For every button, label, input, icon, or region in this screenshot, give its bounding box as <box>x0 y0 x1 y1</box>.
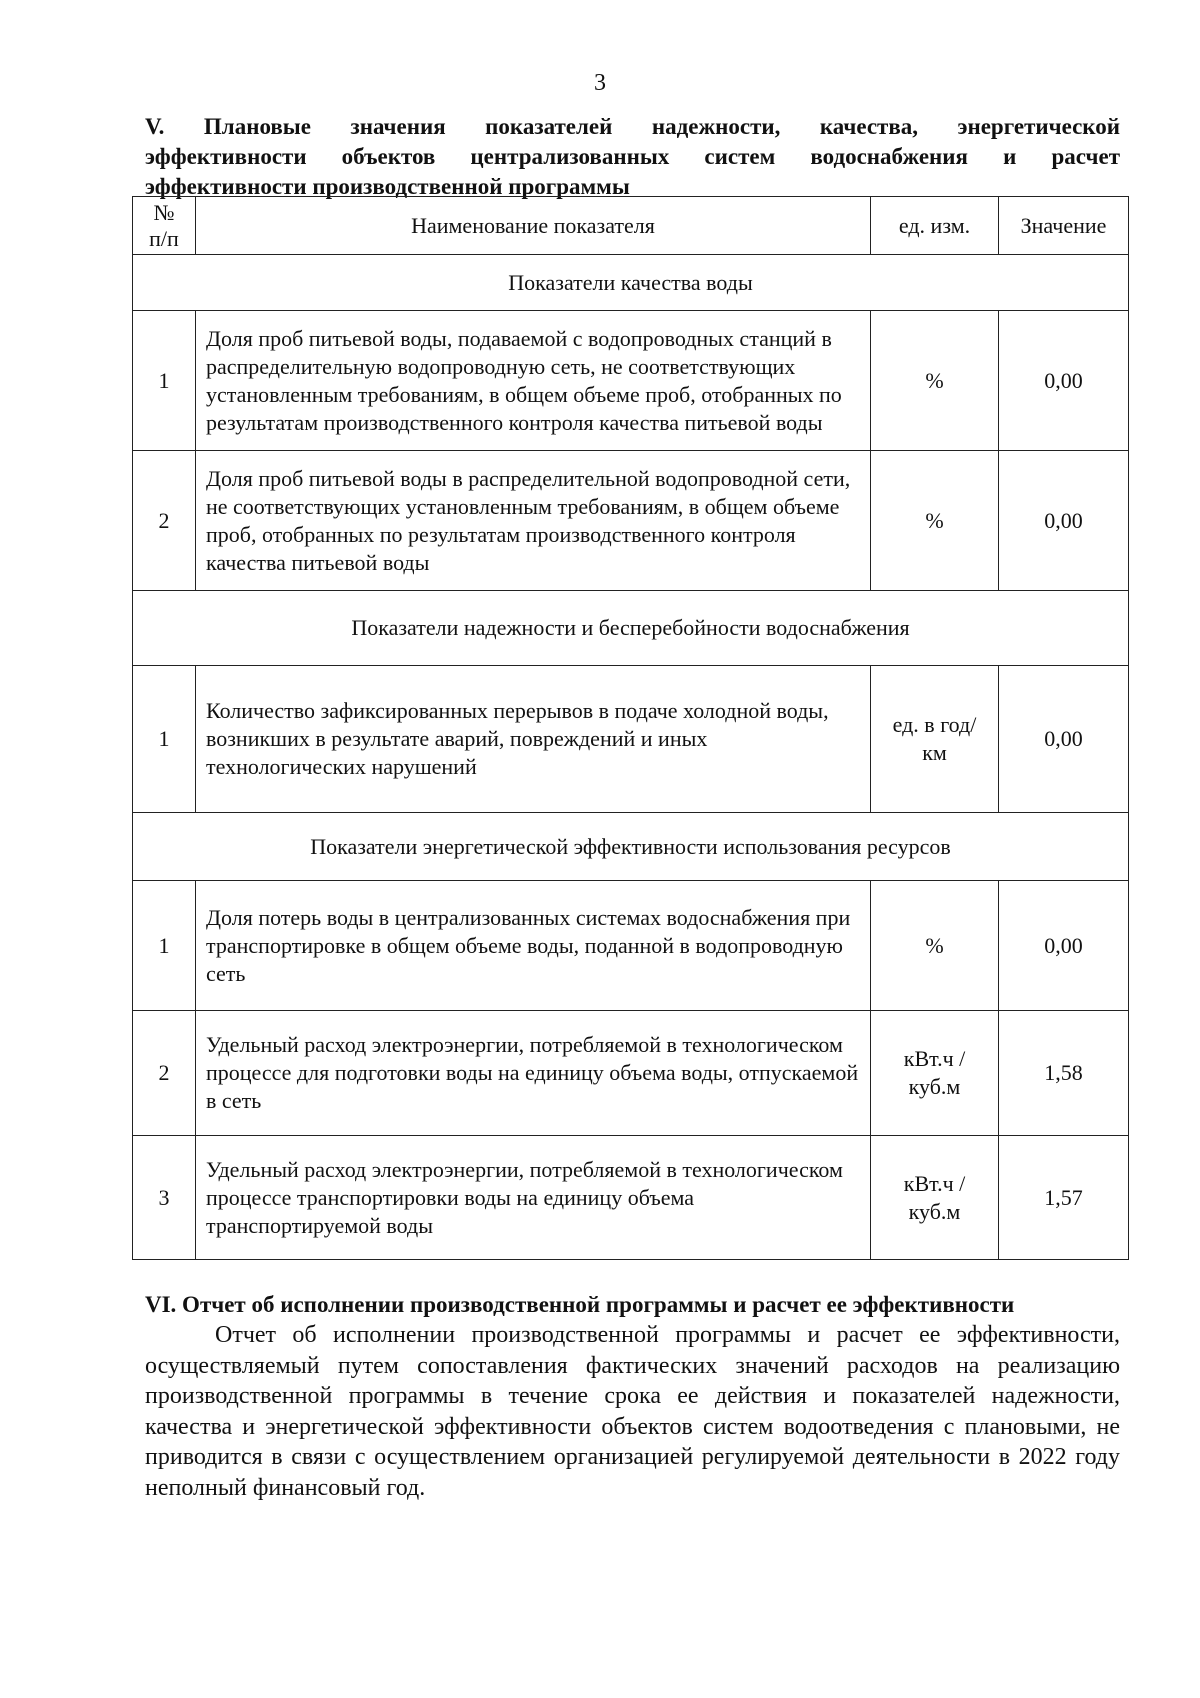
section-5-title-line: эффективности производственной программы <box>145 174 630 199</box>
header-value: Значение <box>999 197 1129 255</box>
table-header-row <box>133 197 1129 255</box>
group-title: Показатели надежности и бесперебойности водоснабжения <box>133 591 1129 666</box>
group-title: Показатели энергетической эффективности использования ресурсов <box>133 813 1129 881</box>
row-value: 1,58 <box>999 1011 1129 1136</box>
row-num: 1 <box>133 311 196 451</box>
row-num: 2 <box>133 1011 196 1136</box>
row-value: 1,57 <box>999 1136 1129 1260</box>
row-unit-line2: куб.м <box>908 1198 961 1224</box>
row-num: 3 <box>133 1136 196 1260</box>
table-row <box>133 1136 1129 1260</box>
row-unit-line1: кВт.ч / <box>903 1170 966 1196</box>
row-num: 1 <box>133 881 196 1011</box>
row-unit <box>871 1011 999 1136</box>
row-num: 2 <box>133 451 196 591</box>
row-name: Доля потерь воды в централизованных системах водоснабжения при транспортировке в общем объеме воды, поданной в водопроводную сеть <box>196 881 871 1011</box>
group-row-reliability <box>133 591 1129 666</box>
group-row-quality <box>133 255 1129 311</box>
row-name: Доля проб питьевой воды в распределительной водопроводной сети, не соответствующих установленным требованиям, в общем объеме проб, отобранных по результатам производственного контроля качества питьевой воды <box>196 451 871 591</box>
section-5-title-line: эффективности объектов централизованных систем водоснабжения и расчет <box>145 144 1120 169</box>
row-unit-line2: км <box>922 740 947 765</box>
row-unit-line1: ед. в год/ <box>892 712 977 737</box>
row-unit <box>871 666 999 813</box>
indicators-table <box>132 196 1129 1260</box>
row-name: Количество зафиксированных перерывов в подаче холодной воды, возникших в результате аварий, повреждений и иных технологических нарушений <box>196 666 871 813</box>
header-unit: ед. изм. <box>871 197 999 255</box>
row-name: Удельный расход электроэнергии, потребляемой в технологическом процессе транспортировки воды на единицу объема транспортируемой воды <box>196 1136 871 1260</box>
row-unit: % <box>871 311 999 451</box>
row-unit <box>871 1136 999 1260</box>
row-value: 0,00 <box>999 451 1129 591</box>
row-value: 0,00 <box>999 311 1129 451</box>
table-row <box>133 1011 1129 1136</box>
row-value: 0,00 <box>999 666 1129 813</box>
header-num <box>133 197 196 255</box>
header-num-line2: п/п <box>149 225 179 251</box>
row-name: Удельный расход электроэнергии, потребляемой в технологическом процессе для подготовки воды на единицу объема воды, отпускаемой в сеть <box>196 1011 871 1136</box>
section-6-title: VI. Отчет об исполнении производственной программы и расчет ее эффективности <box>145 1292 1015 1317</box>
section-5-title-line: V. Плановые значения показателей надежности, качества, энергетической <box>145 114 1120 139</box>
row-name: Доля проб питьевой воды, подаваемой с водопроводных станций в распределительную водопроводную сеть, не соответствующих установленным требованиям, в общем объеме проб, отобранных по результатам производственного контроля качества питьевой воды <box>196 311 871 451</box>
group-row-energy <box>133 813 1129 881</box>
row-unit: % <box>871 451 999 591</box>
row-unit-line1: кВт.ч / <box>903 1046 966 1071</box>
header-num-line1: № <box>153 199 175 225</box>
table-row <box>133 311 1129 451</box>
table-row <box>133 451 1129 591</box>
table-row <box>133 666 1129 813</box>
section-6-body: Отчет об исполнении производственной программы и расчет ее эффективности, осуществляемый путем сопоставления фактических значений расходов на реализацию производственной программы в течение срока ее действия и показателей надежности, качества и энергетической эффективности объектов систем водоотведения с плановыми, не приводится в связи с осуществлением организацией регулируемой деятельности в 2022 году неполный финансовый год. <box>145 1322 1120 1501</box>
page-number: 3 <box>594 70 606 96</box>
row-value: 0,00 <box>999 881 1129 1011</box>
table-row <box>133 881 1129 1011</box>
header-name: Наименование показателя <box>196 197 871 255</box>
row-num: 1 <box>133 666 196 813</box>
row-unit: % <box>871 881 999 1011</box>
section-5-title <box>145 112 1120 202</box>
row-unit-line2: куб.м <box>908 1074 961 1099</box>
group-title: Показатели качества воды <box>133 255 1129 311</box>
